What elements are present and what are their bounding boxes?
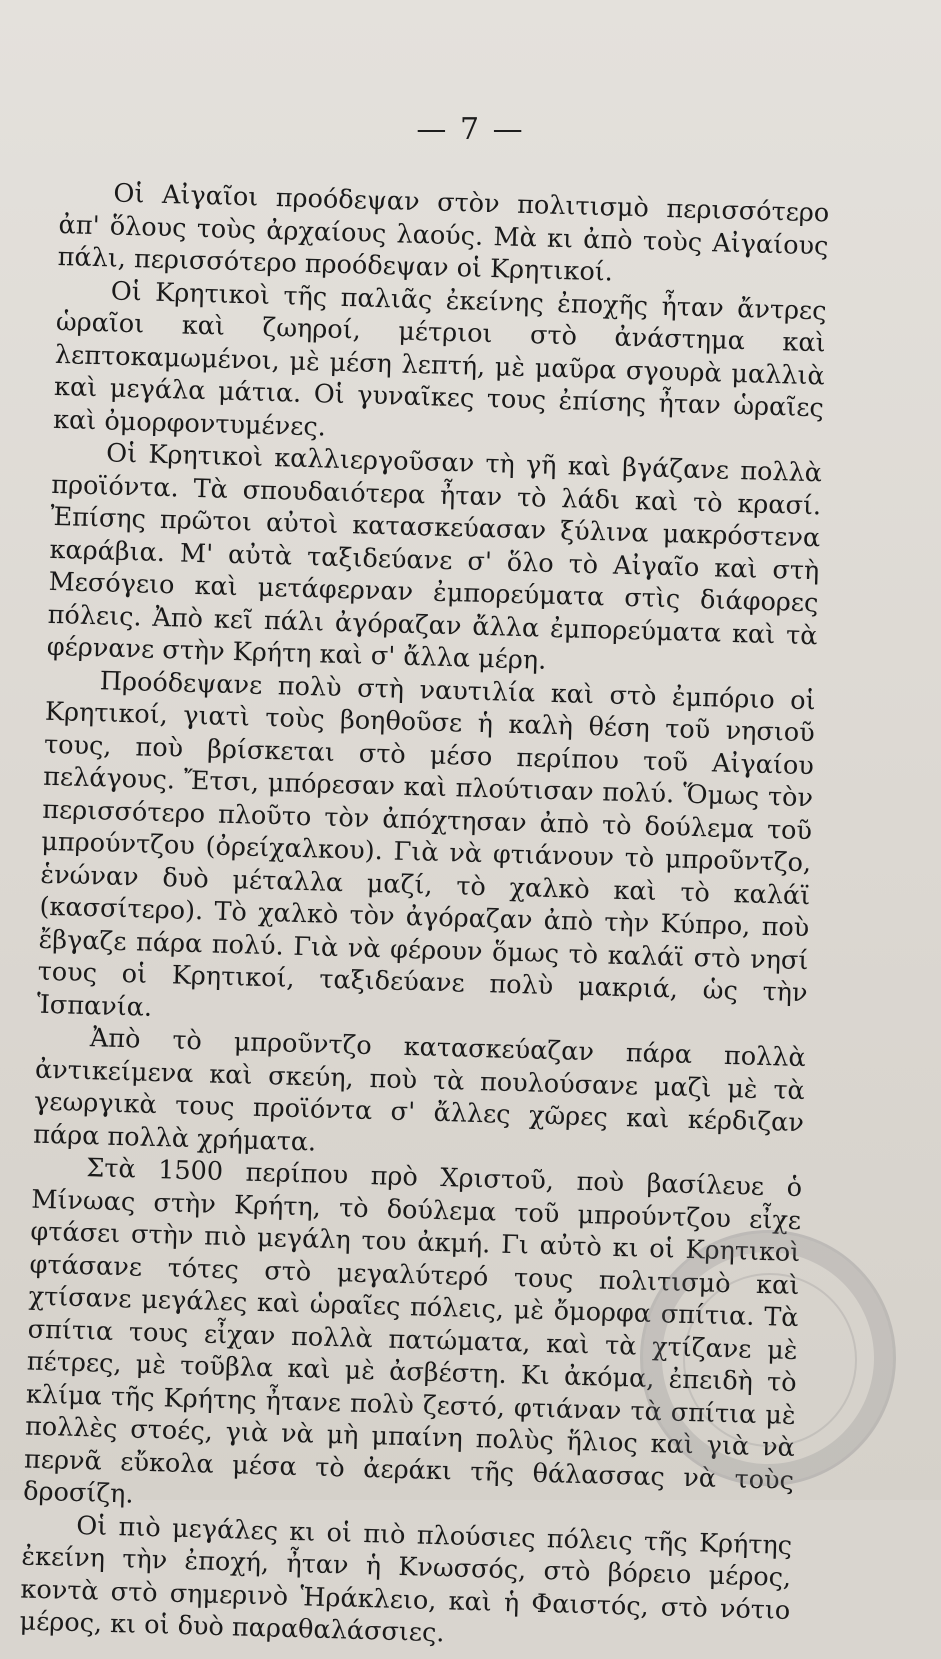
library-stamp xyxy=(640,1230,896,1486)
paragraph-1: Οἱ Αἰγαῖοι προόδεψαν στὸν πολιτισμὸ περισσότερο ἀπ' ὅλους τοὺς ἀρχαίους λαούς. Μὰ κι ἀπὸ τοὺς Αἰγαίους πάλι, περισσότερο προόδεψαν οἱ Κρητικοί. xyxy=(57,178,830,288)
paragraph-5: Ἀπὸ τὸ μπροῦντζο κατασκεύαζαν πάρα πολλὰ ἀντικείμενα καὶ σκεύη, ποὺ τὰ πουλούσανε μαζὶ μὲ τὰ γεωργικὰ τους προϊόντα σ' ἄλλες χῶρες καὶ κέρδιζαν πάρα πολλὰ χρήματα. xyxy=(32,1023,807,1158)
paragraph-6: Στὰ 1500 περίπου πρὸ Χριστοῦ, ποὺ βασίλευε ὁ Μίνωας στὴν Κρήτη, τὸ δούλεμα τοῦ μπρούντζου εἶχε φτάσει στὴν πιὸ μεγάλη του ἀκμή. Γι αὐτὸ κι οἱ Κρητικοὶ φτάσανε τότες στὸ μεγαλύτερό τους πολιτισμὸ καὶ χτίσανε μεγάλες καὶ ὡραῖες πόλεις, μὲ ὄμορφα σπίτια. Τὰ σπίτια τους εἶχαν πολλὰ πατώματα, καὶ τὰ χτίζανε μὲ πέτρες, μὲ τοῦβλα καὶ μὲ ἀσβέστη. Κι ἀκόμα, ἐπειδὴ τὸ κλίμα τῆς Κρήτης ἦτανε πολὺ ζεστό, φτιάναν τὰ σπίτια μὲ πολλὲς στοές, γιὰ νὰ μὴ μπαίνη πολὺς ἥλιος καὶ γιὰ νὰ περνᾶ εὔκολα μέσα τὸ ἀεράκι τῆς θάλασσας νὰ τοὺς δροσίζη. xyxy=(22,1153,803,1510)
paragraph-3: Οἱ Κρητικοὶ καλλιεργοῦσαν τὴ γῆ καὶ βγάζανε πολλὰ προϊόντα. Τὰ σπουδαιότερα ἦταν τὸ λάδι καὶ τὸ κρασί. Ἐπίσης πρῶτοι αὐτοὶ κατασκεύασαν ξύλινα μακρόστενα καράβια. Μ' αὐτὰ ταξιδεύανε σ' ὅλο τὸ Αἰγαῖο καὶ στὴ Μεσόγειο καὶ μετάφερναν ἐμπορεύματα στὶς διάφορες πόλεις. Ἀπὸ κεῖ πάλι ἀγόραζαν ἄλλα ἐμπορεύματα καὶ τὰ φέρνανε στὴν Κρήτη καὶ σ' ἄλλα μέρη. xyxy=(46,438,823,676)
paragraph-4: Προόδεψανε πολὺ στὴ ναυτιλία καὶ στὸ ἐμπόριο οἱ Κρητικοί, γιατὶ τοὺς βοηθοῦσε ἡ καλὴ θέση τοῦ νησιοῦ τους, ποὺ βρίσκεται στὸ μέσο περίπου τοῦ Αἰγαίου πελάγους. Ἔτσι, μπόρεσαν καὶ πλούτισαν πολύ. Ὅμως τὸν περισσότερο πλοῦτο τὸν ἀπόχτησαν ἀπὸ τὸ δούλεμα τοῦ μπρούντζου (ὀρείχαλκου). Γιὰ νὰ φτιάνουν τὸ μπροῦντζο, ἑνώναν δυὸ μέταλλα μαζί, τὸ χαλκὸ καὶ τὸ καλάϊ (κασσίτερο). Τὸ χαλκὸ τὸν ἀγόραζαν ἀπὸ τὴν Κύπρο, ποὺ ἔβγαζε πάρα πολύ. Γιὰ νὰ φέρουν ὅμως τὸ καλάϊ στὸ νησί τους οἱ Κρητικοί, ταξιδεύανε πολὺ μακριά, ὡς τὴν Ἱσπανία. xyxy=(36,665,817,1023)
page-number: — 7 — xyxy=(416,112,525,147)
paragraph-7: Οἱ πιὸ μεγάλες κι οἱ πιὸ πλούσιες πόλεις τῆς Κρήτης ἐκείνη τὴν ἐποχή, ἦταν ἡ Κνωσσός, στὸ βόρειο μέρος, κοντὰ στὸ σημερινὸ Ἡράκλειο, καὶ ἡ Φαιστός, στὸ νότιο μέρος, κι οἱ δυὸ παραθαλάσσιες. xyxy=(19,1510,793,1649)
paragraph-2: Οἱ Κρητικοὶ τῆς παλιᾶς ἐκείνης ἐποχῆς ἦταν ἄντρες ὡραῖοι καὶ ζωηροί, μέτριοι στὸ ἀνάστημα καὶ λεπτοκαμωμένοι, μὲ μέση λεπτή, μὲ μαῦρα σγουρὰ μαλλιὰ καὶ μεγάλα μάτια. Οἱ γυναῖκες τους ἐπίσης ἦταν ὡραῖες καὶ ὀμορφοντυμένες. xyxy=(52,275,827,443)
library-stamp-inner xyxy=(683,1273,857,1447)
